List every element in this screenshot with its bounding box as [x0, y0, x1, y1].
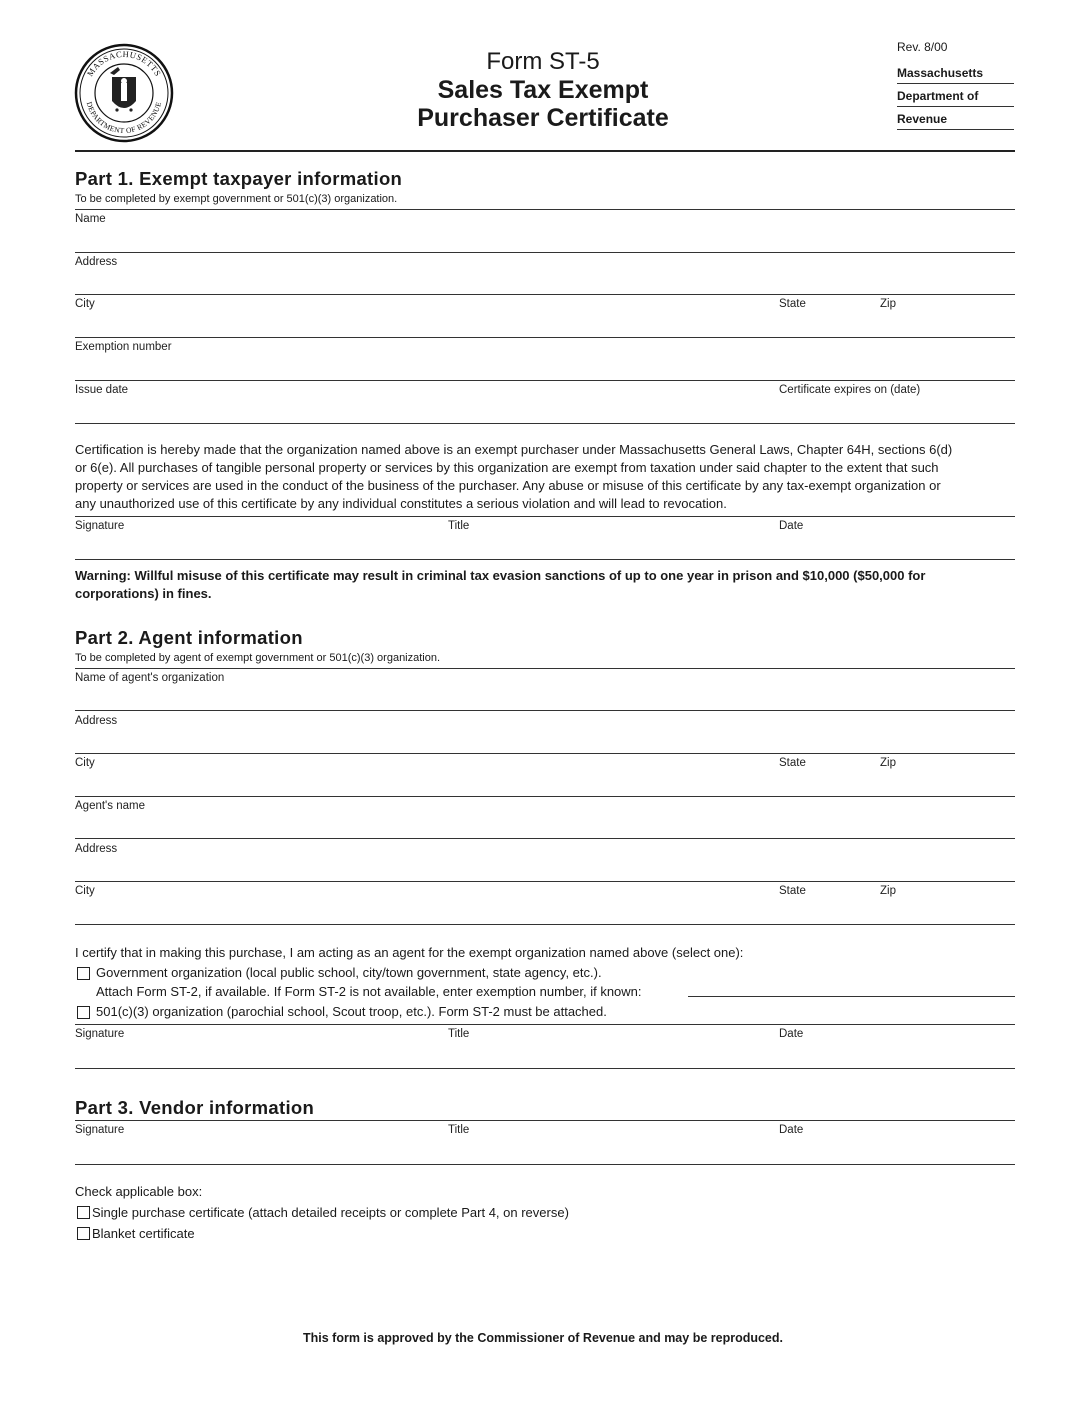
part3-title: Part 3. Vendor information — [75, 1097, 315, 1118]
rule — [75, 209, 1015, 210]
form-number: Form ST-5 — [486, 48, 600, 75]
warning-text — [75, 567, 1015, 603]
state-field[interactable]: State — [779, 298, 806, 310]
blanket-certificate-label: Blanket certificate — [92, 1226, 195, 1241]
rule — [75, 753, 1015, 754]
seal-ring-bottom: DEPARTMENT OF REVENUE — [84, 100, 164, 136]
rule — [75, 1164, 1015, 1165]
header-divider — [75, 150, 1015, 152]
single-purchase-checkbox[interactable] — [77, 1206, 90, 1219]
certification-line: property or services are used in the conduct of the business of the purchaser. Any abuse or misuse of this certificate by any tax-exempt organization or — [75, 478, 941, 493]
agent-org-zip-field[interactable]: Zip — [880, 757, 896, 769]
agent-org-name-field[interactable]: Name of agent's organization — [75, 672, 225, 684]
rule — [75, 1068, 1015, 1069]
form-title-line2: Purchaser Certificate — [417, 104, 669, 132]
warning-line: Warning: Willful misuse of this certificate may result in criminal tax evasion sanctions of up to one year in prison and $10,000 ($50,000 for — [75, 568, 926, 583]
part1-title: Part 1. Exempt taxpayer information — [75, 168, 403, 189]
agent-org-address-field[interactable]: Address — [75, 715, 118, 727]
certification-line: or 6(e). All purchases of tangible personal property or services by this organization are exempt from taxation under said chapter to the extent that such — [75, 460, 939, 475]
name-field[interactable]: Name — [75, 213, 106, 225]
501c3-org-checkbox[interactable] — [77, 1006, 90, 1019]
agent-state-field[interactable]: State — [779, 885, 806, 897]
rule — [75, 337, 1015, 338]
part2-title: Part 2. Agent information — [75, 627, 303, 648]
form-title-line1: Sales Tax Exempt — [437, 76, 649, 104]
rule — [75, 881, 1015, 882]
exemption-number-field[interactable]: Exemption number — [75, 341, 172, 353]
check-applicable-label: Check applicable box: — [75, 1184, 203, 1199]
rule — [75, 668, 1015, 669]
blanket-certificate-checkbox[interactable] — [77, 1227, 90, 1240]
rule — [75, 423, 1015, 424]
rule — [75, 516, 1015, 517]
part1-signature-field[interactable]: Signature — [75, 520, 125, 532]
warning-line: corporations) in fines. — [75, 586, 212, 601]
department-line3: Revenue — [897, 112, 1014, 130]
rule — [75, 838, 1015, 839]
part1-title-field[interactable]: Title — [448, 520, 470, 532]
part2-subtitle: To be completed by agent of exempt government or 501(c)(3) organization. — [75, 652, 441, 664]
agent-zip-field[interactable]: Zip — [880, 885, 896, 897]
revision-date: Rev. 8/00 — [897, 40, 948, 54]
rule — [75, 559, 1015, 560]
government-org-checkbox[interactable] — [77, 967, 90, 980]
expiration-date-field[interactable]: Certificate expires on (date) — [779, 384, 921, 396]
issue-date-field[interactable]: Issue date — [75, 384, 129, 396]
part1-subtitle: To be completed by exempt government or 501(c)(3) organization. — [75, 193, 398, 205]
department-line1: Massachusetts — [897, 66, 1014, 84]
agent-org-city-field[interactable]: City — [75, 757, 95, 769]
part1-date-field[interactable]: Date — [779, 520, 804, 532]
footer-note: This form is approved by the Commissioner of Revenue and may be reproduced. — [303, 1331, 783, 1345]
rule — [75, 710, 1015, 711]
rule — [75, 1120, 1015, 1121]
agent-certify-text: I certify that in making this purchase, I am acting as an agent for the exempt organization named above (select one): — [75, 945, 744, 960]
single-purchase-label: Single purchase certificate (attach detailed receipts or complete Part 4, on reverse) — [92, 1205, 569, 1220]
government-org-note: Attach Form ST-2, if available. If Form ST-2 is not available, enter exemption number, if known: — [96, 984, 642, 999]
zip-field[interactable]: Zip — [880, 298, 896, 310]
rule — [75, 924, 1015, 925]
agent-name-field[interactable]: Agent's name — [75, 800, 145, 812]
501c3-org-label: 501(c)(3) organization (parochial school, Scout troop, etc.). Form ST-2 must be attached. — [96, 1004, 607, 1019]
part2-title-field[interactable]: Title — [448, 1028, 470, 1040]
part3-signature-field[interactable]: Signature — [75, 1124, 125, 1136]
certification-text — [75, 441, 1015, 513]
government-org-label: Government organization (local public school, city/town government, state agency, etc.). — [96, 965, 602, 980]
rule — [75, 380, 1015, 381]
rule — [75, 796, 1015, 797]
rule — [75, 294, 1015, 295]
part3-title-field[interactable]: Title — [448, 1124, 470, 1136]
rule — [75, 252, 1015, 253]
agent-address-field[interactable]: Address — [75, 843, 118, 855]
exemption-number-input-line[interactable] — [688, 996, 1015, 997]
department-line2: Department of — [897, 89, 1014, 107]
certification-line: Certification is hereby made that the organization named above is an exempt purchaser under Massachusetts General Laws, Chapter 64H, sections 6(d) — [75, 442, 953, 457]
address-field[interactable]: Address — [75, 256, 118, 268]
city-field[interactable]: City — [75, 298, 95, 310]
seal-ring-top: MASSACHUSETTS — [84, 48, 164, 79]
agent-org-state-field[interactable]: State — [779, 757, 806, 769]
part2-signature-field[interactable]: Signature — [75, 1028, 125, 1040]
certification-line: any unauthorized use of this certificate by any individual constitutes a serious violation and will lead to revocation. — [75, 496, 727, 511]
rule — [75, 1024, 1015, 1025]
part2-date-field[interactable]: Date — [779, 1028, 804, 1040]
agent-city-field[interactable]: City — [75, 885, 95, 897]
part3-date-field[interactable]: Date — [779, 1124, 804, 1136]
department-seal — [74, 43, 174, 143]
